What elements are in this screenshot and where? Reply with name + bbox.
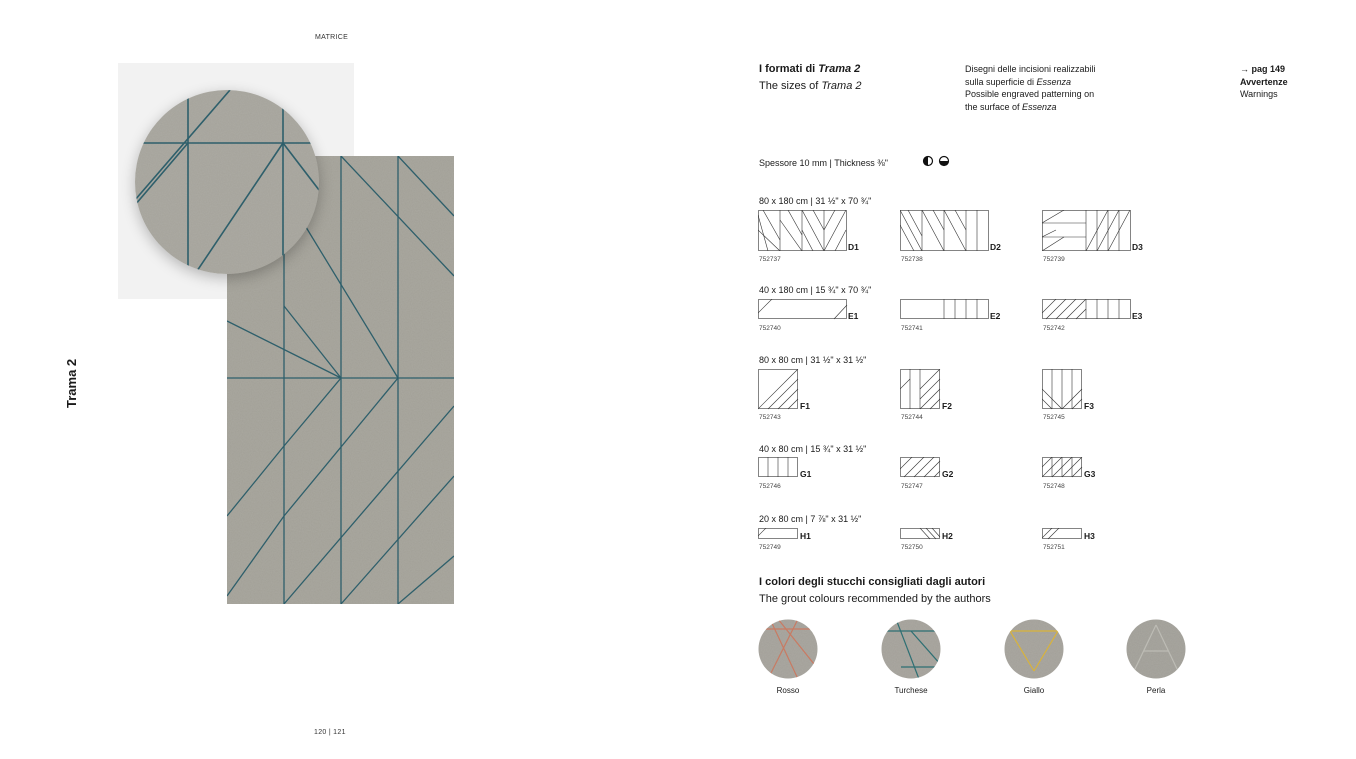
desc-line-4 [965,101,1096,114]
grout-swatch-perla[interactable] [1126,619,1186,684]
pattern-code-E3: 752742 [1043,325,1065,332]
pattern-D3[interactable] [1042,210,1132,251]
detail-circle-photo [135,90,319,274]
pattern-F2[interactable] [900,369,941,410]
desc-line-4-em: Essenza [1022,101,1057,112]
pattern-tag-D3: D3 [1132,242,1143,252]
section-label: MATRICE [315,34,349,41]
half-circle-vertical-icon [924,157,933,166]
pattern-tag-D1: D1 [848,242,859,252]
desc-line-3: Possible engraved patterning on [965,89,1095,99]
page-title: Trama 2 [64,358,79,408]
pattern-tag-H3: H3 [1084,531,1095,541]
pattern-tag-G2: G2 [942,469,954,479]
pattern-code-D2: 752738 [901,256,923,263]
sizes-title-en [759,80,862,92]
half-circle-horizontal-icon [940,157,949,166]
pattern-tag-G1: G1 [800,469,812,479]
grout-label-giallo: Giallo [1023,686,1045,695]
desc-line-1: Disegni delle incisioni realizzabili [965,64,1096,74]
grout-label-turchese: Turchese [894,686,928,695]
pattern-code-G1: 752746 [759,483,781,490]
turchese-texture [881,619,941,679]
pattern-H1[interactable] [758,528,799,540]
pattern-E2[interactable] [900,299,990,320]
pattern-tag-H2: H2 [942,531,953,541]
pattern-code-G3: 752748 [1043,483,1065,490]
circle-texture [135,90,319,274]
pattern-tag-F1: F1 [800,401,810,411]
pattern-tag-F2: F2 [942,401,952,411]
grout-title-en: The grout colours recommended by the authors [759,593,991,605]
pattern-code-D1: 752737 [759,256,781,263]
rosso-texture [758,619,818,679]
sizes-title-it-em: Trama 2 [818,63,861,75]
desc-line-2 [965,76,1096,89]
grout-label-rosso: Rosso [776,686,800,695]
pattern-code-E2: 752741 [901,325,923,332]
sizes-title-en-em: Trama 2 [821,80,862,92]
pattern-tag-E2: E2 [990,311,1001,321]
grout-label-perla: Perla [1146,686,1166,695]
desc-line-2-prefix: sulla superficie di [965,76,1037,87]
pattern-G1[interactable] [758,457,799,478]
pattern-E3[interactable] [1042,299,1132,320]
pattern-code-F3: 752745 [1043,414,1065,421]
finish-icons [922,155,952,167]
format-label-20x80: 20 x 80 cm | 7 ⅞" x 31 ½" [759,514,862,524]
pattern-code-H2: 752750 [901,544,923,551]
format-label-40x80: 40 x 80 cm | 15 ¾" x 31 ½" [759,444,867,454]
pattern-code-H3: 752751 [1043,544,1065,551]
warnings-it: Avvertenze [1240,76,1288,87]
grout-swatch-turchese[interactable] [881,619,941,684]
pattern-H2[interactable] [900,528,941,540]
perla-texture [1126,619,1186,679]
page-numbers: 120 | 121 [314,729,346,736]
grout-swatch-rosso[interactable] [758,619,818,684]
engraving-description [965,63,1096,113]
pattern-G2[interactable] [900,457,941,478]
desc-line-4-prefix: the surface of [965,101,1023,112]
pattern-code-F1: 752743 [759,414,781,421]
pattern-tag-F3: F3 [1084,401,1094,411]
pattern-code-E1: 752740 [759,325,781,332]
pattern-tag-G3: G3 [1084,469,1096,479]
pattern-G3[interactable] [1042,457,1083,478]
pattern-tag-E1: E1 [848,311,859,321]
pattern-tag-H1: H1 [800,531,811,541]
format-label-40x180: 40 x 180 cm | 15 ¾" x 70 ¾" [759,285,872,295]
thickness-label: Spessore 10 mm | Thickness ⅜" [759,158,888,168]
sizes-title-en-prefix: The sizes of [759,80,822,92]
pattern-code-G2: 752747 [901,483,923,490]
grout-title-it: I colori degli stucchi consigliati dagli autori [759,576,986,588]
pattern-D2[interactable] [900,210,990,251]
format-label-80x80: 80 x 80 cm | 31 ½" x 31 ½" [759,355,867,365]
pattern-code-D3: 752739 [1043,256,1065,263]
desc-line-2-em: Essenza [1036,76,1072,87]
page-ref-link[interactable]: → pag 149 [1240,64,1286,74]
pattern-H3[interactable] [1042,528,1083,540]
sizes-title-it [759,63,860,75]
grout-swatch-giallo[interactable] [1004,619,1064,684]
warnings-en: Warnings [1240,89,1278,99]
format-label-80x180: 80 x 180 cm | 31 ½" x 70 ¾" [759,196,872,206]
sizes-title-it-prefix: I formati di [759,63,819,75]
pattern-tag-E3: E3 [1132,311,1143,321]
pattern-tag-D2: D2 [990,242,1001,252]
pattern-code-H1: 752749 [759,544,781,551]
pattern-D1[interactable] [758,210,848,251]
pattern-F1[interactable] [758,369,799,410]
pattern-E1[interactable] [758,299,848,320]
warnings-reference[interactable] [1240,63,1288,101]
pattern-F3[interactable] [1042,369,1083,410]
pattern-code-F2: 752744 [901,414,923,421]
